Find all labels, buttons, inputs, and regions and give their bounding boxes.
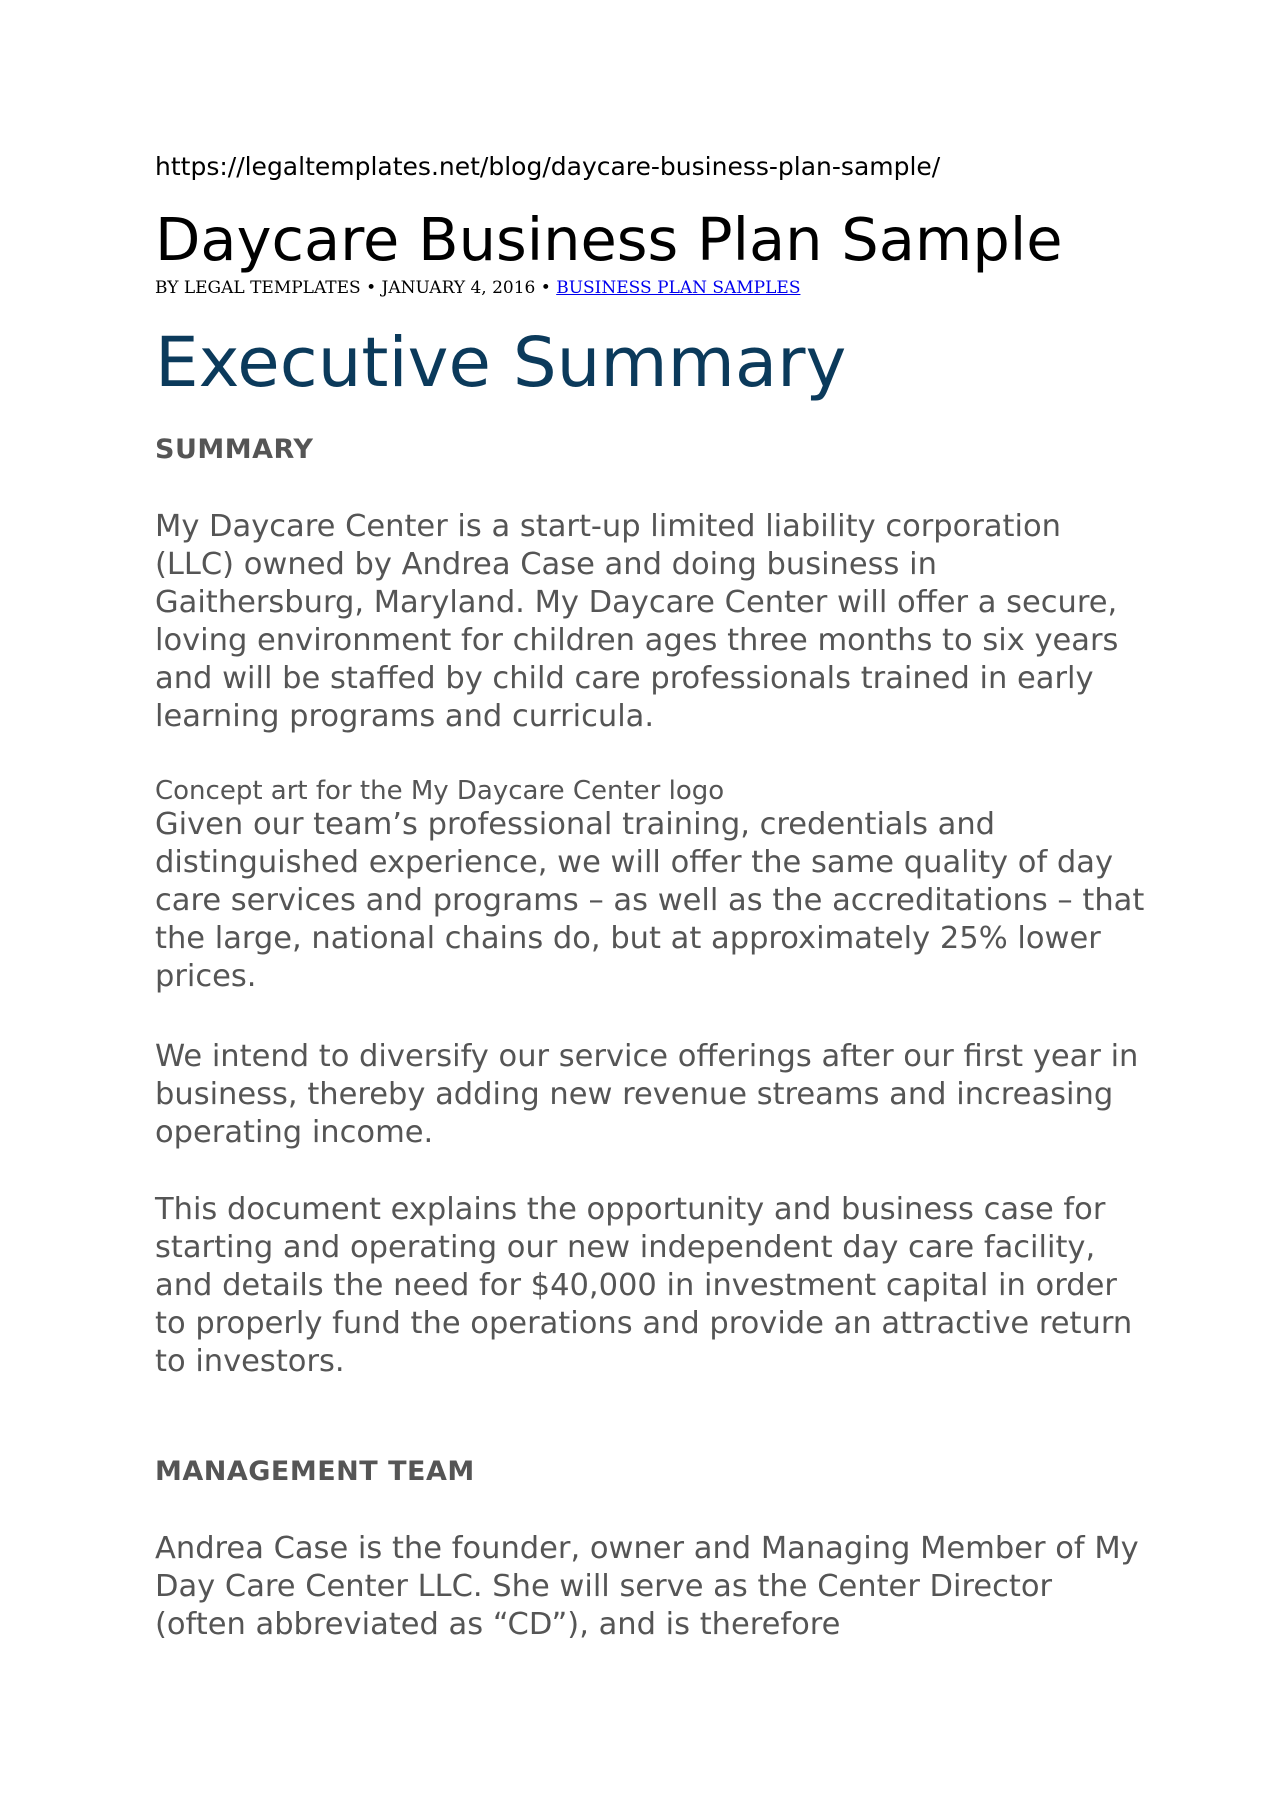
byline — [155, 278, 800, 298]
byline-text: BY LEGAL TEMPLATES • JANUARY 4, 2016 • — [155, 278, 557, 298]
logo-caption: Concept art for the My Daycare Center logo — [155, 776, 725, 806]
source-url: https://legaltemplates.net/blog/daycare-business-plan-sample/ — [155, 152, 941, 181]
document-title: Daycare Business Plan Sample — [155, 205, 1063, 274]
summary-paragraph-3: We intend to diversify our service offerings after our first year in business, thereby adding new revenue streams and increasing operating income. — [155, 1039, 1139, 1150]
summary-paragraph-4: This document explains the opportunity and business case for starting and operating our new independent day care facility, and details the need for $40,000 in investment capital in order to properly fund the operations and provide an attractive return to investors. — [155, 1192, 1133, 1379]
section-title: Executive Summary — [155, 323, 847, 403]
summary-paragraph-2: Given our team’s professional training, credentials and distinguished experience, we will offer the same quality of day care services and programs – as well as the accreditations – that the large, national chains do, but at approximately 25% lower prices. — [155, 807, 1145, 994]
summary-paragraph-1: My Daycare Center is a start-up limited liability corporation (LLC) owned by Andrea Case and doing business in Gaithersburg, Maryland. My Daycare Center will offer a secure, loving environment for children ages three months to six years and will be staffed by child care professionals trained in early learning programs and curricula. — [155, 509, 1119, 734]
summary-heading: SUMMARY — [155, 434, 314, 465]
management-paragraph-1: Andrea Case is the founder, owner and Managing Member of My Day Care Center LLC. She will serve as the Center Director (often abbreviated as “CD”), and is therefore — [155, 1531, 1139, 1642]
management-heading: MANAGEMENT TEAM — [155, 1456, 475, 1487]
category-link[interactable]: BUSINESS PLAN SAMPLES — [556, 278, 801, 298]
